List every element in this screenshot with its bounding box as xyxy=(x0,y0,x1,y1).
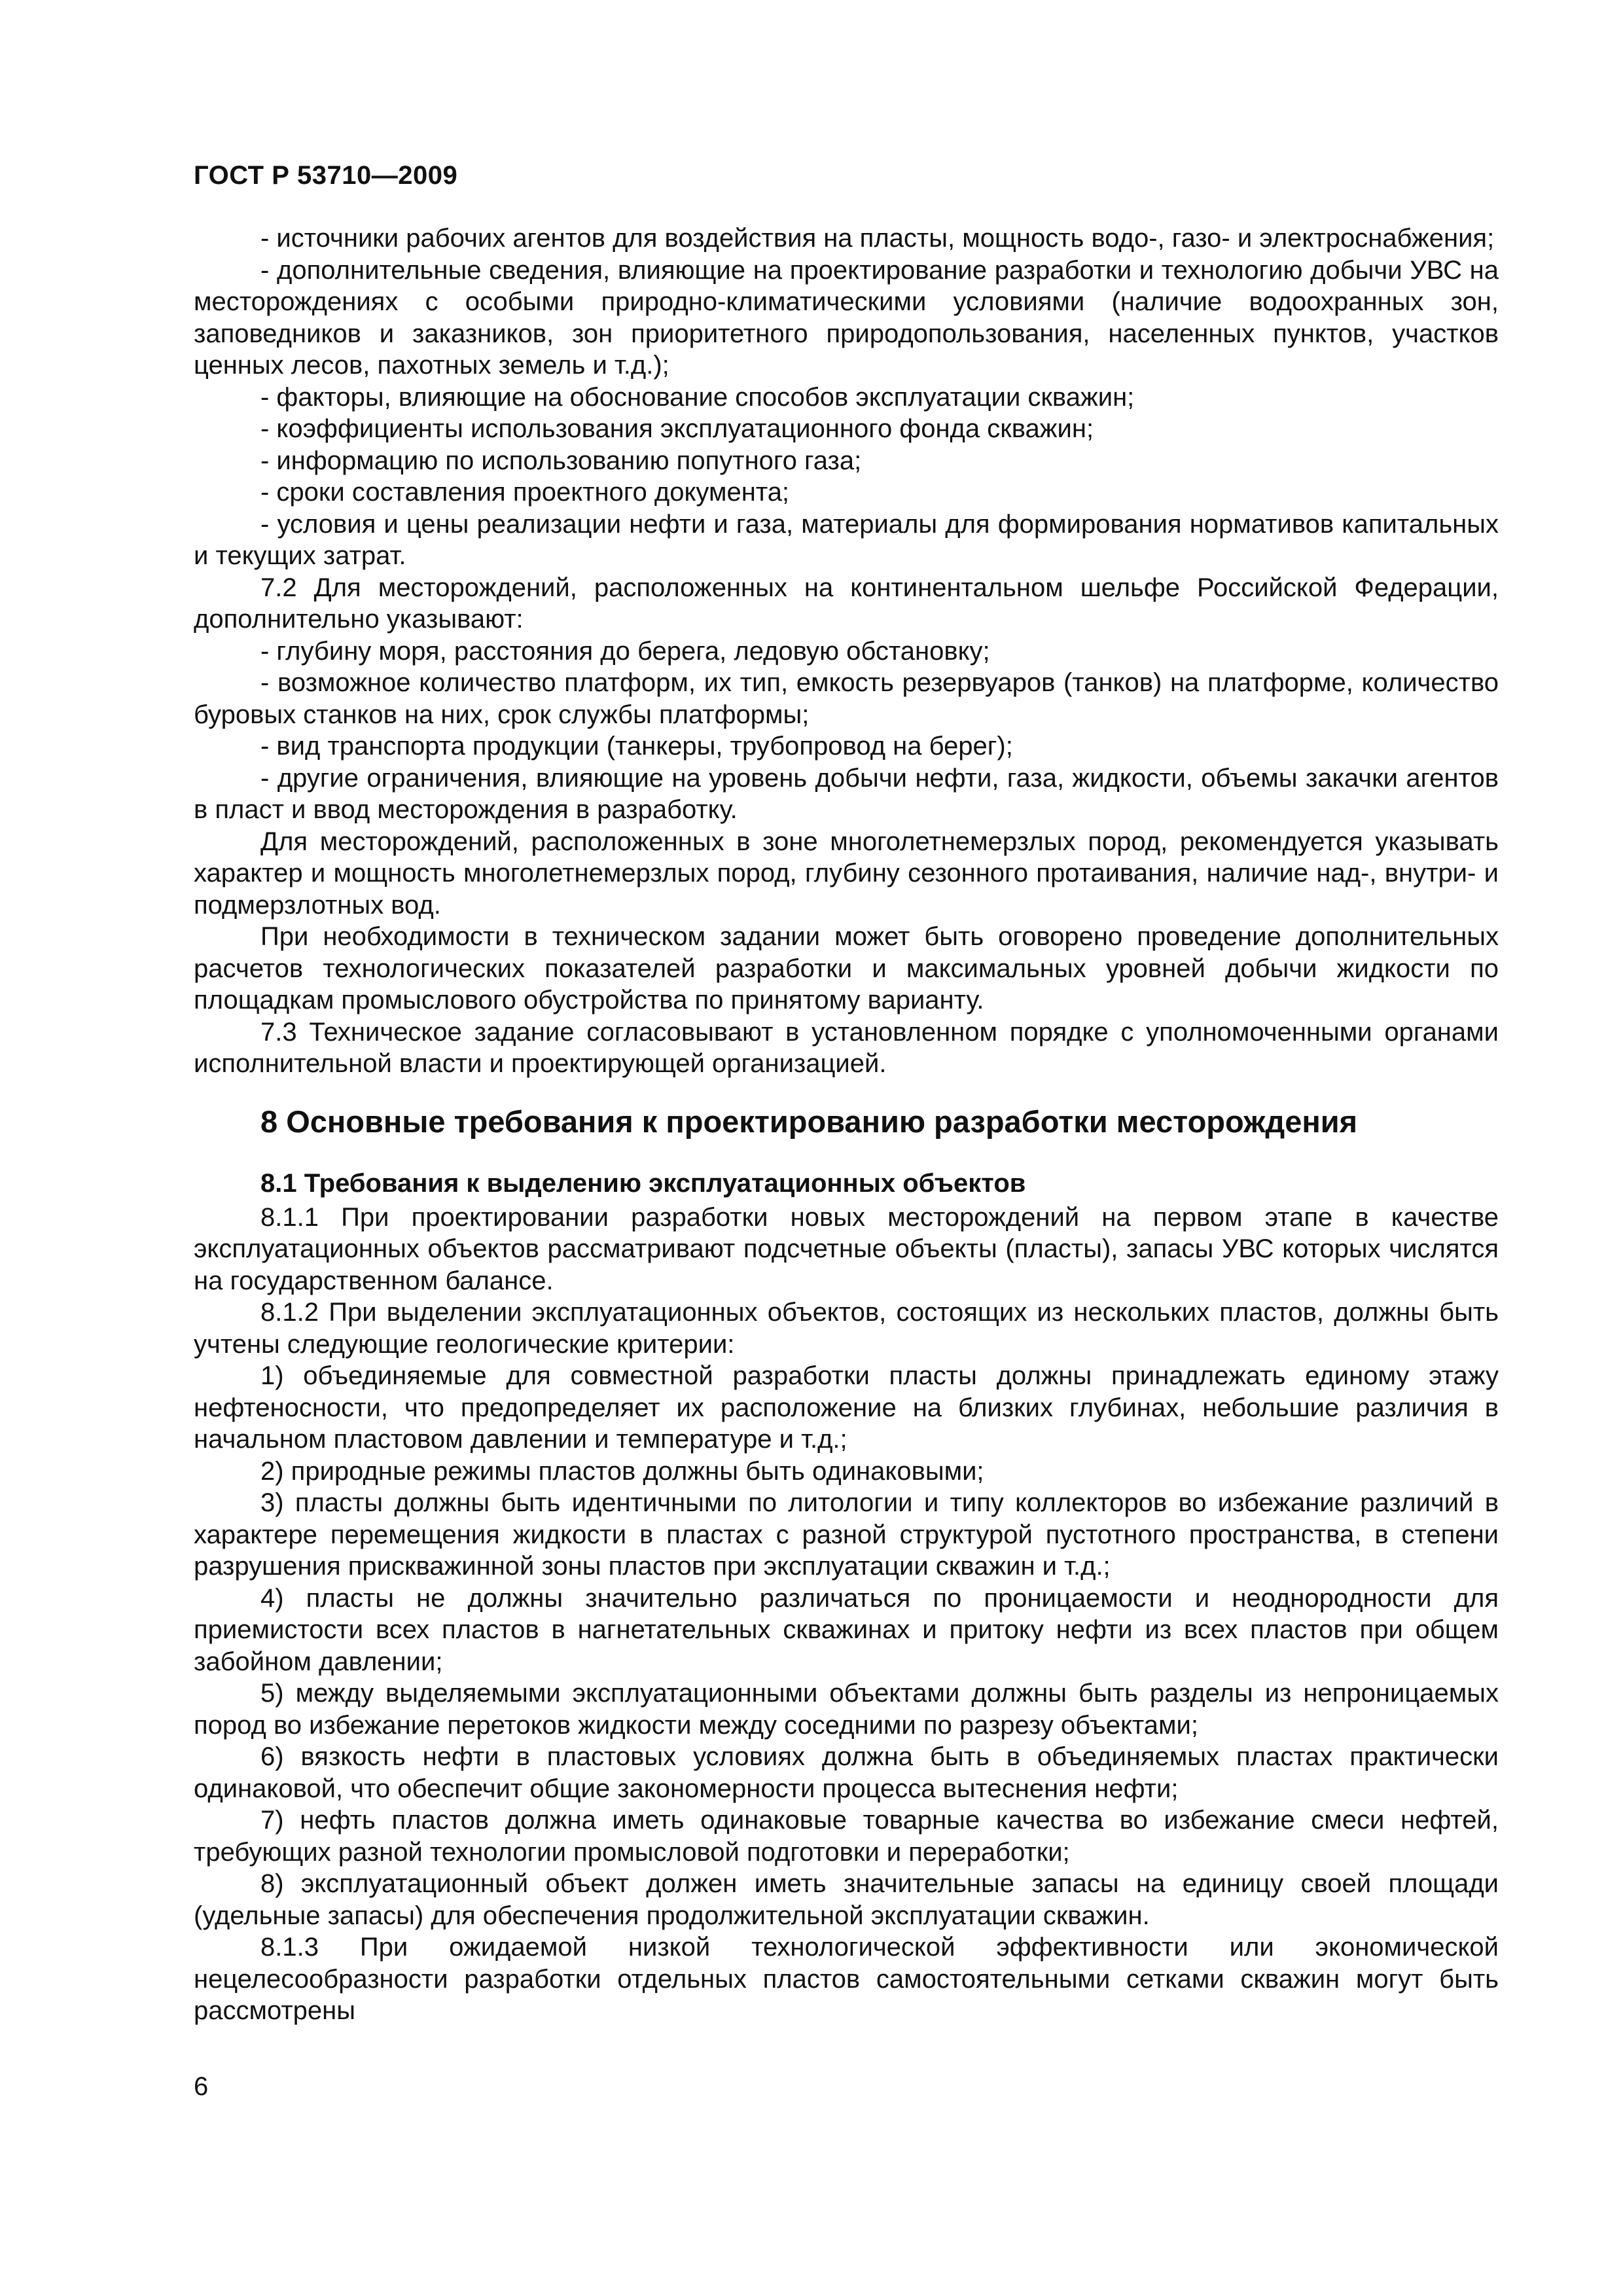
list-item-associated-gas: - информацию по использованию попутного газа; xyxy=(260,446,862,475)
paragraph-8-1-1: 8.1.1 При проектировании разработки новых месторождений на первом этапе в качестве эксплуатационных объектов рассматривают подсчетные объекты (пласты), запасы УВС которых числятся на государственном балансе. xyxy=(194,1202,1499,1295)
paragraph-8-1-3: 8.1.3 При ожидаемой низкой технологической эффективности или экономической нецелесообразности разработки отдельных пластов самостоятельными сетками скважин могут быть рассмотрены xyxy=(194,1933,1499,2025)
list-item-platforms: - возможное количество платформ, их тип, емкость резервуаров (танков) на платформе, количество буровых станков на них, срок службы платформы; xyxy=(194,668,1499,729)
list-item-deadlines: - сроки составления проектного документа; xyxy=(260,478,790,507)
list-item-additional-info: - дополнительные сведения, влияющие на проектирование разработки и технологию добычи УВС на месторождениях с особыми природно-климатическими условиями (наличие водоохранных зон, заповедников и заказников, зон приоритетного природопользования, населенных пунктов, участков ценных лесов, пахотных земель и т.д.); xyxy=(194,255,1499,380)
list-item-prices: - условия и цены реализации нефти и газа, материалы для формирования нормативов капитальных и текущих затрат. xyxy=(194,509,1499,570)
list-item-operation-factors: - факторы, влияющие на обоснование способов эксплуатации скважин; xyxy=(260,382,1135,412)
subsection-8-1-title: 8.1 Требования к выделению эксплуатационных объектов xyxy=(260,1168,1026,1198)
paragraph-8-1-2: 8.1.2 При выделении эксплуатационных объектов, состоящих из нескольких пластов, должны быть учтены следующие геологические критерии: xyxy=(194,1298,1499,1359)
page-number: 6 xyxy=(194,2072,209,2101)
list-item-transport: - вид транспорта продукции (танкеры, трубопровод на берег); xyxy=(260,732,1013,761)
paragraph-permafrost: Для месторождений, расположенных в зоне многолетнемерзлых пород, рекомендуется указывать характер и мощность многолетнемерзлых пород, глубину сезонного протаивания, наличие над-, внутри- и подмерзлотных вод. xyxy=(194,827,1499,920)
criterion-7: 7) нефть пластов должна иметь одинаковые товарные качества во избежание смеси нефтей, требующих разной технологии промысловой подготовки и переработки; xyxy=(194,1806,1499,1867)
criterion-3: 3) пласты должны быть идентичными по литологии и типу коллекторов во избежание различий в характере перемещения жидкости в пластах с разной структурой пустотного пространства, в степени разрушения прискважинной зоны пластов при эксплуатации скважин и т.д.; xyxy=(194,1488,1499,1581)
list-item-work-agents: - источники рабочих агентов для воздействия на пласты, мощность водо-, газо- и электроснабжения; xyxy=(260,224,1495,253)
paragraph-7-3: 7.3 Техническое задание согласовывают в установленном порядке с уполномоченными органами исполнительной власти и проектирующей организацией. xyxy=(194,1017,1499,1078)
criterion-1: 1) объединяемые для совместной разработки пласты должны принадлежать единому этажу нефтеносности, что предопределяет их расположение на близких глубинах, небольшие различия в начальном пластовом давлении и температуре и т.д.; xyxy=(194,1361,1499,1454)
section-8-title: 8 Основные требования к проектированию разработки месторождения xyxy=(260,1103,1358,1139)
list-item-sea-depth: - глубину моря, расстояния до берега, ледовую обстановку; xyxy=(260,636,990,666)
list-item-other-limits: - другие ограничения, влияющие на уровень добычи нефти, газа, жидкости, объемы закачки агентов в пласт и ввод месторождения в разработку. xyxy=(194,763,1499,824)
criterion-6: 6) вязкость нефти в пластовых условиях должна быть в объединяемых пластах практически одинаковой, что обеспечит общие закономерности процесса вытеснения нефти; xyxy=(194,1742,1499,1803)
criterion-8: 8) эксплуатационный объект должен иметь значительные запасы на единицу своей площади (удельные запасы) для обеспечения продолжительной эксплуатации скважин. xyxy=(194,1869,1499,1930)
criterion-4: 4) пласты не должны значительно различаться по проницаемости и неоднородности для приемистости всех пластов в нагнетательных скважинах и притоку нефти из всех пластов при общем забойном давлении; xyxy=(194,1583,1499,1676)
document-header: ГОСТ Р 53710—2009 xyxy=(194,161,458,190)
paragraph-additional-calculations: При необходимости в техническом задании может быть оговорено проведение дополнительных расчетов технологических показателей разработки и максимальных уровней добычи жидкости по площадкам промыслового обустройства по принятому варианту. xyxy=(194,922,1499,1014)
list-item-fund-coefficients: - коэффициенты использования эксплуатационного фонда скважин; xyxy=(260,414,1094,443)
criterion-2: 2) природные режимы пластов должны быть одинаковыми; xyxy=(260,1456,984,1486)
paragraph-7-2: 7.2 Для месторождений, расположенных на континентальном шельфе Российской Федерации, дополнительно указывают: xyxy=(194,573,1499,634)
document-body xyxy=(194,223,1499,2027)
criterion-5: 5) между выделяемыми эксплуатационными объектами должны быть разделы из непроницаемых пород во избежание перетоков жидкости между соседними по разрезу объектами; xyxy=(194,1679,1499,1740)
